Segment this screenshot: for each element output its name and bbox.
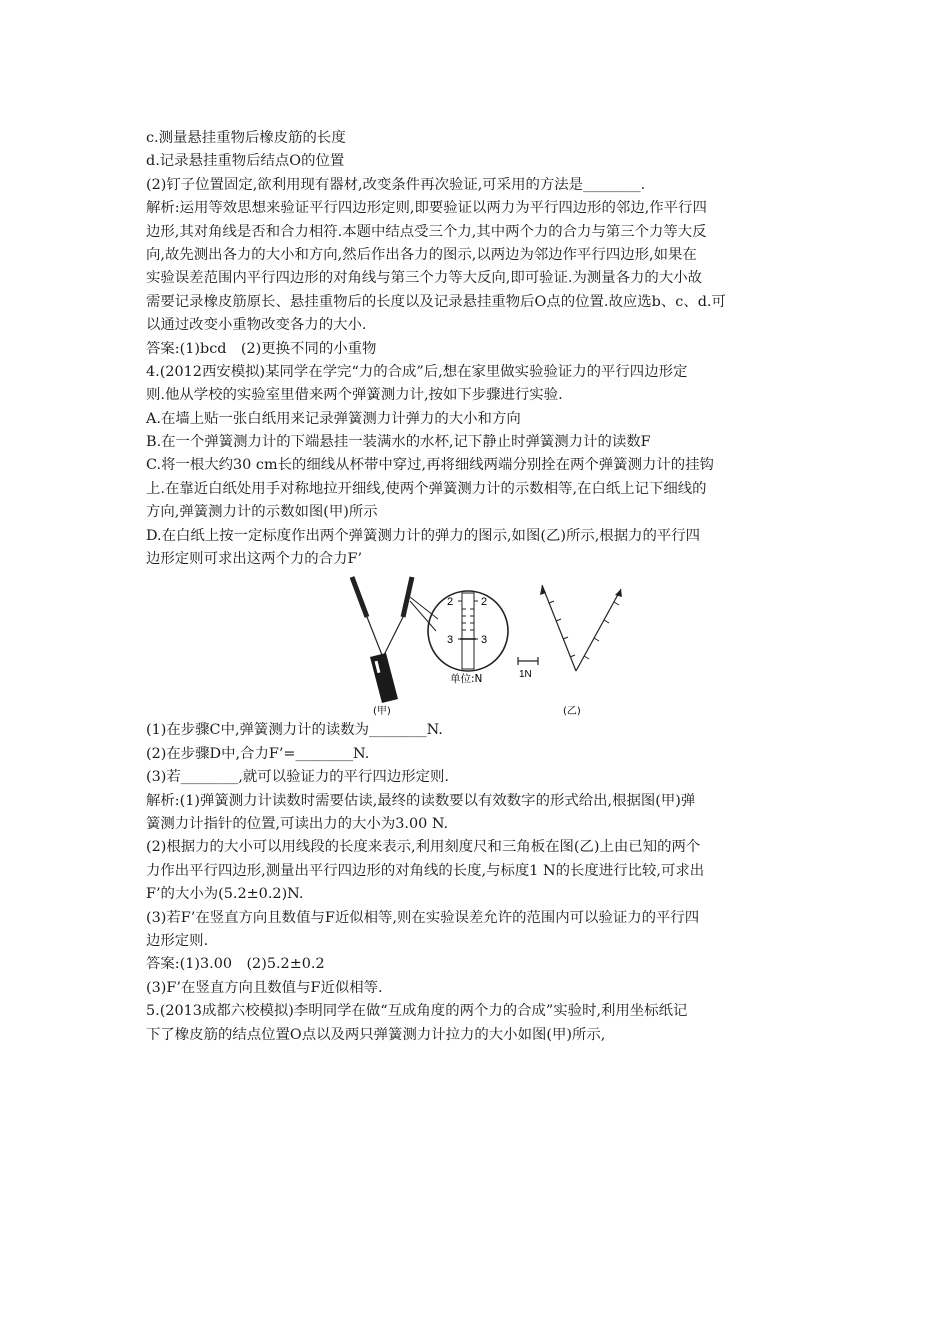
figure-caption-jia: (甲) bbox=[373, 706, 391, 718]
step-line: B.在一个弹簧测力计的下端悬挂一装满水的水杯,记下静止时弹簧测力计的读数F bbox=[146, 434, 651, 451]
magnified-dial bbox=[428, 591, 508, 685]
unit-label: 单位:N bbox=[450, 673, 483, 686]
water-cup bbox=[370, 653, 398, 703]
left-spring-scale bbox=[352, 577, 382, 655]
text-line: 力作出平行四边形,测量出平行四边形的对角线的长度,与标度1 N的长度进行比较,可求出 bbox=[146, 862, 705, 879]
text-line: 需要记录橡皮筋原长、悬挂重物后的长度以及记录悬挂重物后O点的位置.故应选b、c、d.可 bbox=[146, 293, 726, 310]
answer-line: (3)F’在竖直方向且数值与F近似相等. bbox=[146, 979, 383, 996]
scale-label-right-top: 2 bbox=[481, 596, 488, 609]
answer-line: 答案:(1)3.00 (2)5.2±0.2 bbox=[146, 956, 325, 973]
text-line: (2)钉子位置固定,欲利用现有器材,改变条件再次验证,可采用的方法是________. bbox=[146, 176, 646, 193]
document-body bbox=[146, 127, 826, 1047]
question-line: (2)在步骤D中,合力F’=________N. bbox=[146, 745, 370, 762]
text-line: 簧测力计指针的位置,可读出力的大小为3.00 N. bbox=[146, 815, 449, 832]
text-line: 解析:运用等效思想来验证平行四边形定则,即要验证以两力为平行四边形的邻边,作平行四 bbox=[146, 200, 707, 217]
question-line: 4.(2012西安模拟)某同学在学完“力的合成”后,想在家里做实验验证力的平行四边形定 bbox=[146, 363, 688, 380]
text-line: 边形定则可求出这两个力的合力F’ bbox=[146, 551, 363, 568]
text-line: 向,故先测出各力的大小和方向,然后作出各力的图示,以两边为邻边作平行四边形,如果在 bbox=[146, 246, 697, 263]
text-line: c.测量悬挂重物后橡皮筋的长度 bbox=[146, 130, 346, 146]
text-line: 以通过改变小重物改变各力的大小. bbox=[146, 317, 367, 334]
figure-caption-yi: (乙) bbox=[563, 706, 581, 718]
text-line: 实验误差范围内平行四边形的对角线与第三个力等大反向,即可验证.为测量各力的大小故 bbox=[146, 270, 702, 287]
scale-bar bbox=[518, 657, 538, 680]
step-line: C.将一根大约30 cm长的细线从杯带中穿过,再将细线两端分别拴在两个弹簧测力计的挂钩 bbox=[146, 457, 714, 474]
question-line: (1)在步骤C中,弹簧测力计的读数为________N. bbox=[146, 722, 443, 739]
text-line: (3)若F’在竖直方向且数值与F近似相等,则在实验误差允许的范围内可以验证力的平行四 bbox=[146, 909, 700, 926]
text-line: 则.他从学校的实验室里借来两个弹簧测力计,按如下步骤进行实验. bbox=[146, 387, 563, 404]
text-line: 上.在靠近白纸处用手对称地拉开细线,使两个弹簧测力计的示数相等,在白纸上记下细线的 bbox=[146, 480, 707, 497]
text-line: 解析:(1)弹簧测力计读数时需要估读,最终的读数要以有效数字的形式给出,根据图(甲)弹 bbox=[146, 792, 696, 809]
text-block-before-figure bbox=[146, 127, 826, 571]
text-line: d.记录悬挂重物后结点O的位置 bbox=[146, 153, 345, 170]
scale-bar-label: 1N bbox=[519, 669, 532, 681]
text-block-after-figure bbox=[146, 719, 826, 1046]
scale-label-left-mid: 3 bbox=[447, 634, 454, 647]
force-diagram bbox=[540, 585, 622, 671]
text-line: 边形,其对角线是否和合力相符.本题中结点受三个力,其中两个力的合力与第三个力等大反 bbox=[146, 223, 707, 240]
text-line: 下了橡皮筋的结点位置O点以及两只弹簧测力计拉力的大小如图(甲)所示, bbox=[146, 1026, 606, 1043]
scale-label-right-mid: 3 bbox=[481, 634, 488, 647]
question-line: (3)若________,就可以验证力的平行四边形定则. bbox=[146, 769, 449, 786]
text-line: 方向,弹簧测力计的示数如图(甲)所示 bbox=[146, 504, 378, 521]
experiment-diagram bbox=[346, 571, 626, 719]
step-line: A.在墙上贴一张白纸用来记录弹簧测力计弹力的大小和方向 bbox=[146, 410, 521, 427]
question-line: 5.(2013成都六校模拟)李明同学在做“互成角度的两个力的合成”实验时,利用坐标纸记 bbox=[146, 1003, 688, 1020]
text-line: F’的大小为(5.2±0.2)N. bbox=[146, 886, 304, 903]
text-line: (2)根据力的大小可以用线段的长度来表示,利用刻度尺和三角板在图(乙)上由已知的两个 bbox=[146, 839, 701, 856]
answer-line: 答案:(1)bcd (2)更换不同的小重物 bbox=[146, 340, 377, 357]
right-spring-scale bbox=[384, 577, 412, 655]
experiment-figure bbox=[146, 571, 826, 719]
text-line: 边形定则. bbox=[146, 932, 209, 949]
scale-label-left-top: 2 bbox=[447, 596, 454, 609]
step-line: D.在白纸上按一定标度作出两个弹簧测力计的弹力的图示,如图(乙)所示,根据力的平行四 bbox=[146, 527, 701, 544]
